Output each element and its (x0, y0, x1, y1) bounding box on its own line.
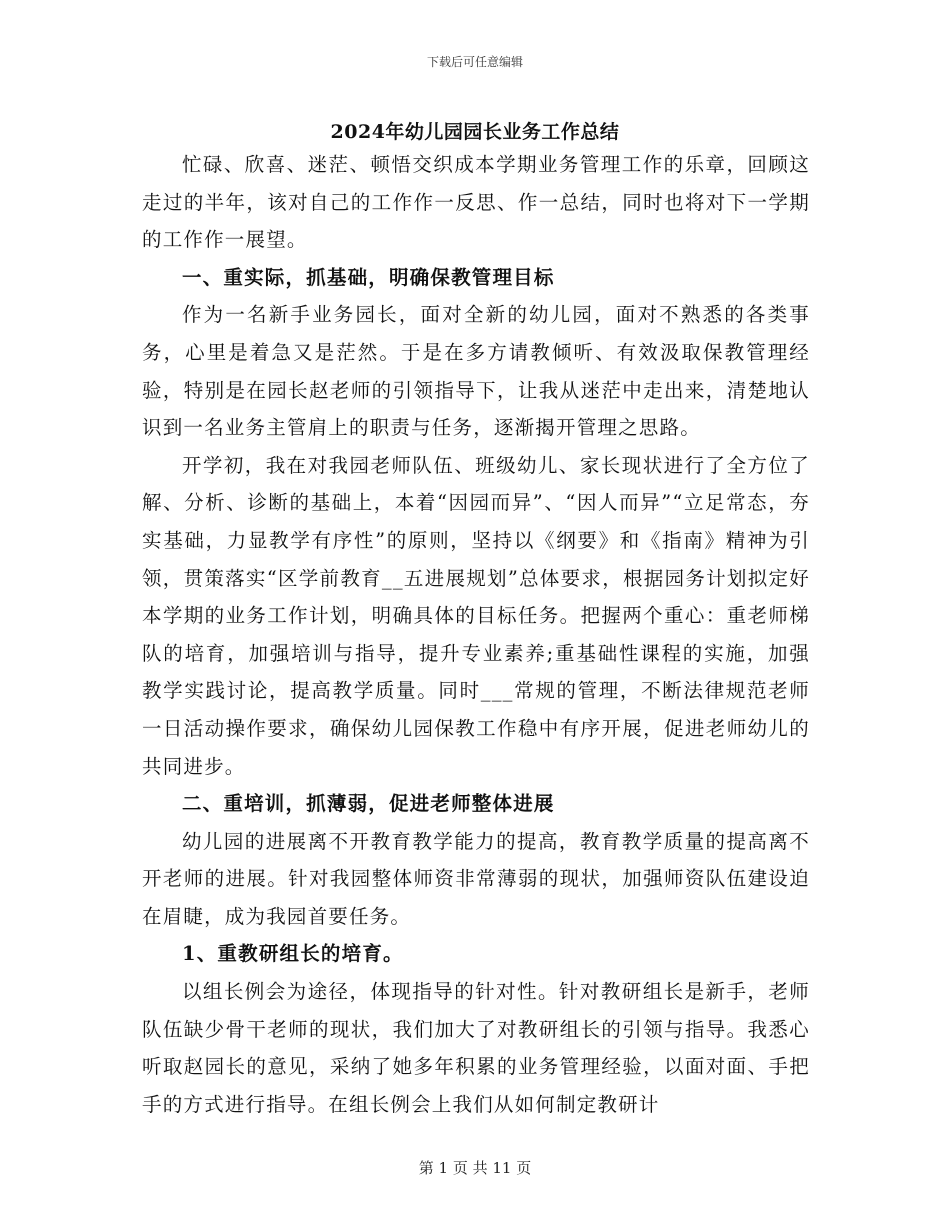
document-title: 2024年幼儿园园长业务工作总结 (330, 121, 620, 143)
paragraph: 以组长例会为途径，体现指导的针对性。针对教研组长是新手，老师队伍缺少骨干老师的现状，我们加大了对教研组长的引领与指导。我悉心听取赵园长的意见，采纳了她多年积累的业务管理经验，以面对面、手把手的方式进行指导。在组长例会上我们从如何制定教研计 (142, 980, 810, 1116)
section-heading: 一、重实际，抓基础，明确保教管理目标 (181, 265, 555, 289)
paragraph: 忙碌、欣喜、迷茫、顿悟交织成本学期业务管理工作的乐章，回顾这走过的半年，该对自己的工作作一反思、作一总结，同时也将对下一学期的工作作一展望。 (142, 153, 810, 252)
page-footer: 第 1 页 共 11 页 (418, 1159, 532, 1177)
subsection-heading: 1、重教研组长的培育。 (181, 942, 404, 966)
section-heading: 二、重培训，抓薄弱，促进老师整体进展 (181, 792, 555, 816)
page-header: 下载后可任意编辑 (426, 55, 523, 69)
document-body (142, 146, 810, 1123)
paragraph: 幼儿园的进展离不开教育教学能力的提高，教育教学质量的提高离不开老师的进展。针对我园整体师资非常薄弱的现状，加强师资队伍建设迫在眉睫，成为我园首要任务。 (142, 829, 810, 928)
paragraph: 作为一名新手业务园长，面对全新的幼儿园，面对不熟悉的各类事务，心里是着急又是茫然。于是在多方请教倾听、有效汲取保教管理经验，特别是在园长赵老师的引领指导下，让我从迷茫中走出来，清楚地认识到一名业务主管肩上的职责与任务，逐渐揭开管理之思路。 (142, 303, 810, 440)
paragraph: 开学初，我在对我园老师队伍、班级幼儿、家长现状进行了全方位了解、分析、诊断的基础上，本着“因园而异”、“因人而异”“立足常态，夯实基础，力显教学有序性”的原则，坚持以《纲要》和《指南》精神为引领，贯策落实“区学前教育__五进展规划”总体要求，根据园务计划拟定好本学期的业务工作计划，明确具体的目标任务。把握两个重心：重老师梯队的培育，加强培训与指导，提升专业素养;重基础性课程的实施，加强教学实践讨论，提高教学质量。同时___常规的管理，不断法律规范老师一日活动操作要求，确保幼儿园保教工作稳中有序开展，促进老师幼儿的共同进步。 (142, 453, 810, 778)
